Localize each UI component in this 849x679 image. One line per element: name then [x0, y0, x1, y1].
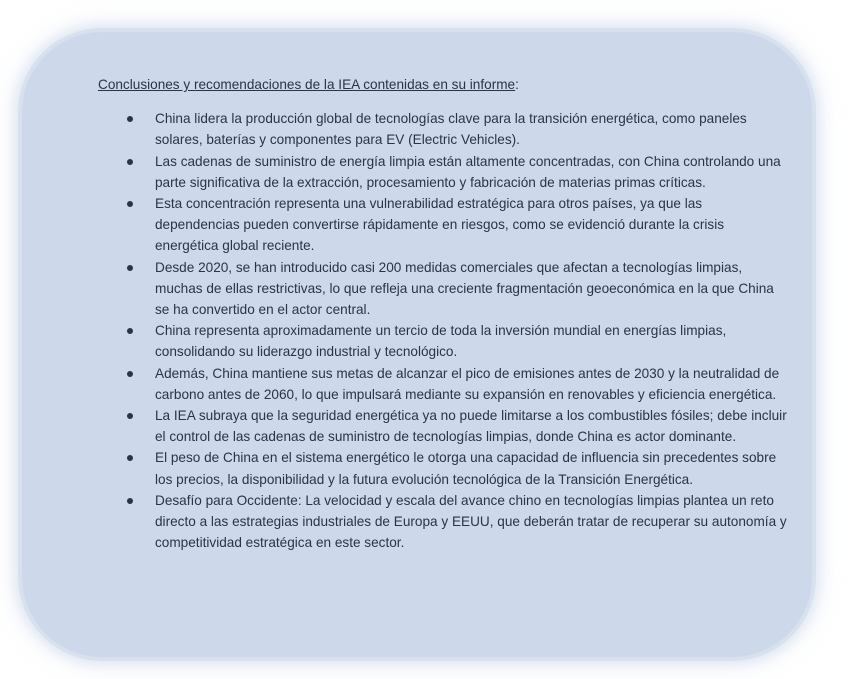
- section-heading-colon: :: [515, 77, 519, 92]
- bullet-dot-icon: [127, 265, 133, 271]
- conclusions-list: [98, 108, 788, 553]
- bullet-dot-icon: [127, 498, 133, 504]
- section-heading: [98, 74, 788, 95]
- list-item-text: Desde 2020, se han introducido casi 200 medidas comerciales que afectan a tecnologías limpias, muchas de ellas restrictivas, lo que refleja una creciente fragmentación geoeconómica en la que China se ha convertido en el actor central.: [155, 259, 774, 318]
- list-item-text: El peso de China en el sistema energético le otorga una capacidad de influencia sin precedentes sobre los precios, la disponibilidad y la futura evolución tecnológica de la Transición Energética.: [155, 450, 777, 487]
- bullet-dot-icon: [127, 455, 133, 461]
- bullet-dot-icon: [127, 413, 133, 419]
- list-item: [98, 257, 788, 321]
- section-heading-underlined: Conclusiones y recomendaciones de la IEA contenidas en su informe: [98, 77, 516, 92]
- list-item-text: Esta concentración representa una vulnerabilidad estratégica para otros países, ya que las dependencias pueden convertirse rápidamente en riesgos, como se evidenció durante la crisis energética global reciente.: [155, 196, 725, 254]
- list-item: [98, 193, 788, 257]
- document-body: [98, 74, 788, 553]
- list-item-text: Desafío para Occidente: La velocidad y escala del avance chino en tecnologías limpias plantea un reto directo a las estrategias industriales de Europa y EEUU, que deberán tratar de recuperar su autonomía y competitividad estratégica en este sector.: [155, 492, 787, 551]
- list-item-text: China representa aproximadamente un tercio de toda la inversión mundial en energías limpias, consolidando su liderazgo industrial y tecnológico.: [155, 323, 727, 360]
- bullet-dot-icon: [127, 201, 133, 207]
- list-item-text: Además, China mantiene sus metas de alcanzar el pico de emisiones antes de 2030 y la neutralidad de carbono antes de 2060, lo que impulsará mediante su expansión en renovables y eficiencia energética.: [155, 365, 780, 402]
- list-item: [98, 320, 788, 362]
- list-item: [98, 108, 788, 150]
- list-item: [98, 363, 788, 405]
- list-item: [98, 490, 788, 554]
- bullet-dot-icon: [127, 116, 133, 122]
- list-item-text: China lidera la producción global de tecnologías clave para la transición energética, como paneles solares, baterías y componentes para EV (Electric Vehicles).: [155, 111, 747, 148]
- bullet-dot-icon: [127, 371, 133, 377]
- bullet-dot-icon: [127, 328, 133, 334]
- list-item: [98, 447, 788, 489]
- list-item-text: La IEA subraya que la seguridad energética ya no puede limitarse a los combustibles fósiles; debe incluir el control de las cadenas de suministro de tecnologías limpias, donde China es actor dominante.: [155, 408, 787, 445]
- list-item: [98, 151, 788, 193]
- list-item: [98, 405, 788, 447]
- bullet-dot-icon: [127, 159, 133, 165]
- list-item-text: Las cadenas de suministro de energía limpia están altamente concentradas, con China controlando una parte significativa de la extracción, procesamiento y fabricación de materias primas críticas.: [155, 153, 781, 190]
